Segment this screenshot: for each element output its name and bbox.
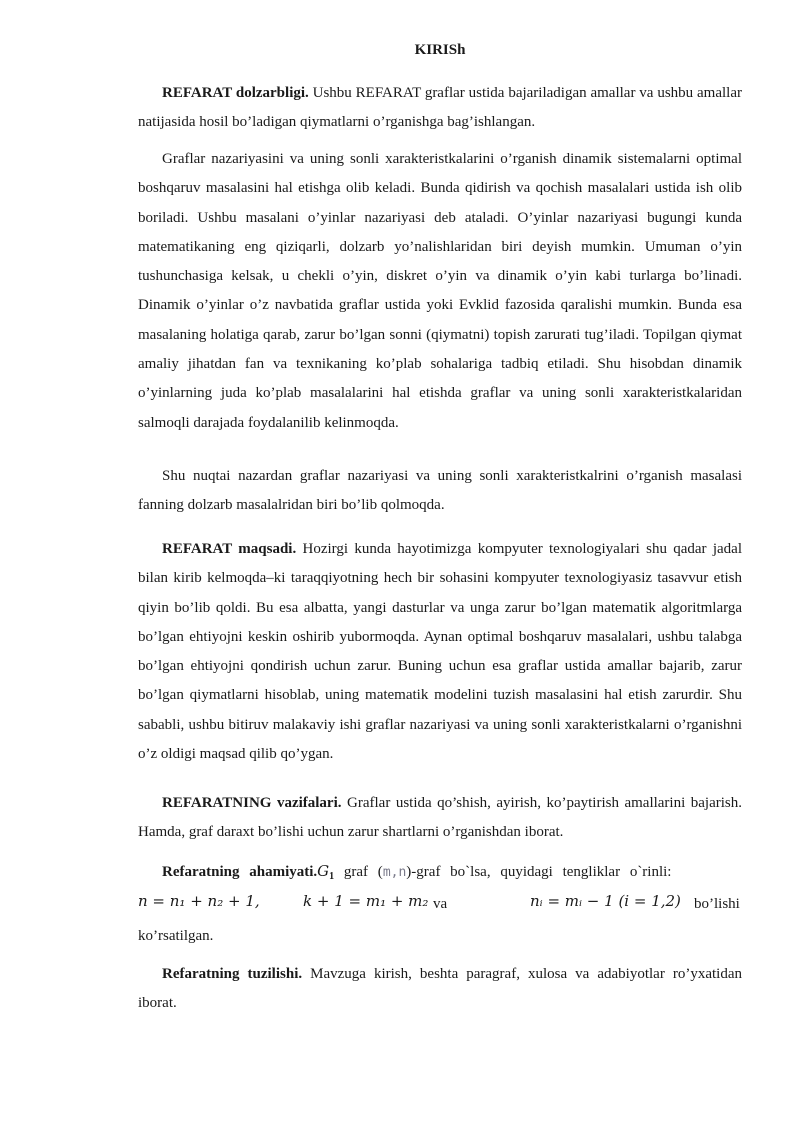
- structure-paragraph: [138, 960, 742, 1019]
- formula-edges: k + 1 = m₁ + m₂: [303, 892, 429, 910]
- importance-last-text: ko’rsatilgan.: [138, 928, 214, 944]
- importance-paragraph: [138, 857, 742, 891]
- importance-text-a: graf (: [334, 864, 383, 880]
- importance-heading: Refaratning ahamiyati.: [162, 864, 318, 880]
- relevance-text: Ushbu REFARAT graflar ustida bajariladigan amallar va ushbu amallar natijasida hosil bo’ladigan qiymatlarni o’rganishga bag’ishlangan.: [138, 85, 742, 131]
- viewpoint-text: Shu nuqtai nazardan graflar nazariyasi va uning sonli xarakteristkalrini o’rganish masalasi fanning dolzarb masalalridan biri bo’lib qolmoqda.: [138, 468, 742, 514]
- goal-paragraph: [138, 535, 742, 769]
- graph-symbol-subscript: 1: [329, 871, 335, 882]
- formula-line: [138, 890, 742, 920]
- tasks-paragraph: [138, 789, 742, 848]
- formula-tail: bo’lishi: [694, 896, 740, 912]
- goal-heading: REFARAT maqsadi.: [162, 541, 297, 557]
- formula-vertices: n = n₁ + n₂ + 1,: [138, 892, 260, 910]
- structure-heading: Refaratning tuzilishi.: [162, 966, 303, 982]
- tasks-text: Graflar ustida qo’shish, ayirish, ko’paytirish amallarini bajarish. Hamda, graf daraxt bo’lishi uchun zarur shartlarni o’rganishdan iborat.: [138, 795, 742, 841]
- theory-paragraph: [138, 145, 742, 438]
- viewpoint-paragraph: [138, 462, 742, 521]
- formula-index: nᵢ = mᵢ − 1 (i = 1,2): [530, 892, 681, 910]
- importance-text-b: )-graf bo`lsa, quyidagi tengliklar o`rinli:: [406, 864, 672, 880]
- importance-last-line: [138, 922, 742, 951]
- formula-conjunction: va: [433, 896, 448, 912]
- mn-label: m,n: [382, 865, 407, 880]
- theory-text: Graflar nazariyasini va uning sonli xarakteristkalarini o’rganish dinamik sistemalarni optimal boshqaruv masalasini hal etishga olib keladi. Bunda qidirish va qochish masalalari ustida ish olib boriladi. Ushbu masalani o’yinlar nazariyasi deb ataladi. O’yinlar nazariyasi bugungi kunda matematikaning eng qiziqarli, dolzarb yo’nalishlaridan biri deyish mumkin. Umuman o’yin tushunchasiga kelsak, u chekli o’yin, diskret o’yin va dinamik o’yin kabi turlarga bo’linadi. Dinamik o’yinlar o’z navbatida graflar ustida yoki Evklid fazosida qaralishi mumkin. Bunda esa masalaning holatiga qarab, zarur bo’lgan sonni (qiymatni) topish zarurati tug’iladi. Topilgan qiymat amaliy jihatdan fan va texnikaning ko’plab sohalariga tadbiq etiladi. Shu hisobdan dinamik o’yinlarning juda ko’plab masalalarini hal etishda graflar va uning sonli xarakteristkalaridan salmoqli darajada foydalanilib kelinmoqda.: [138, 151, 742, 431]
- tasks-heading: REFARATNING vazifalari.: [162, 795, 342, 811]
- structure-text: Mavzuga kirish, beshta paragraf, xulosa va adabiyotlar ro’yxatidan iborat.: [138, 966, 742, 1012]
- relevance-heading: REFARAT dolzarbligi.: [162, 85, 309, 101]
- goal-text: Hozirgi kunda hayotimizga kompyuter texnologiyalari shu qadar jadal bilan kirib kelmoqda–ki taraqqiyotning hech bir sohasini kompyuter texnologiyasiz tasavvur etish qiyin bo’lib qoldi. Bu esa albatta, yangi dasturlar va unga zarur bo’lgan matematik algoritmlarga bo’lgan ehtiyojni keskin oshirib yubormoqda. Aynan optimal boshqaruv masalalari, ushbu talabga bo’lgan ehtiyojni qondirish uchun zarur. Buning uchun esa graflar ustida amallar bajarib, zarur bo’lgan qiymatlarni hisoblab, uning matematik modelini tuzish masalasini hal etish zarurdir. Shu sababli, ushbu bitiruv malakaviy ishi graflar nazariyasi va uning sonli xarakteristkalarni o’rganishni o’z oldigi maqsad qilib qo’ygan.: [138, 541, 742, 763]
- graph-symbol: G: [317, 862, 330, 880]
- page-title: KIRISh: [414, 42, 466, 58]
- relevance-paragraph: [138, 79, 742, 138]
